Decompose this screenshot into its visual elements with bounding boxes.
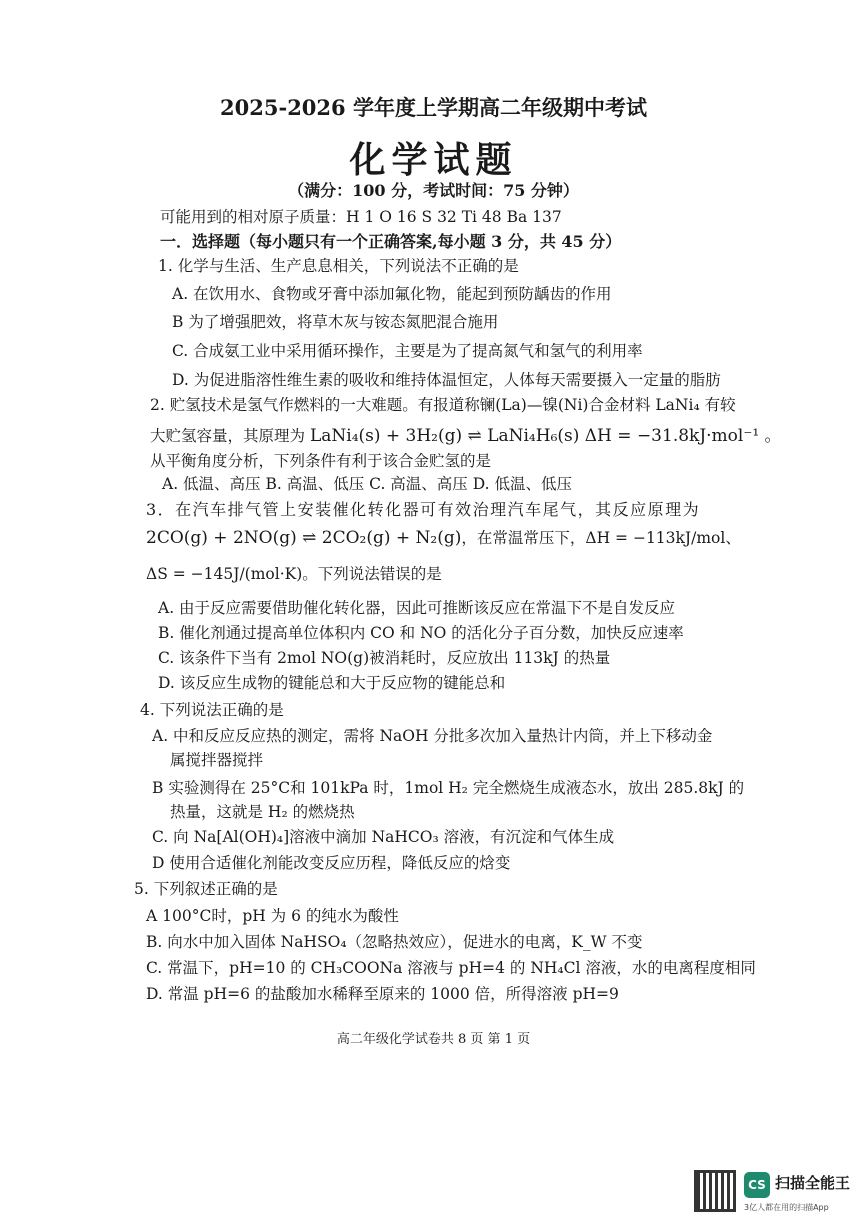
qr-code-icon: [694, 1170, 736, 1212]
q1-option-b: B 为了增强肥效，将草木灰与铵态氮肥混合施用: [172, 313, 499, 331]
q5-stem: 5. 下列叙述正确的是: [134, 880, 278, 898]
q5-option-b: B. 向水中加入固体 NaHSO₄（忽略热效应），促进水的电离，K_W 不变: [146, 933, 643, 951]
scanner-slogan: 3亿人都在用的扫描App: [744, 1203, 829, 1212]
q3-conditions: ，在常温常压下，ΔH = −113kJ/mol、: [461, 529, 741, 547]
q4-option-d: D 使用合适催化剂能改变反应历程，降低反应的焓变: [152, 854, 511, 872]
q5-option-a: A 100°C时，pH 为 6 的纯水为酸性: [146, 907, 399, 925]
q3-line3: ΔS = −145J/(mol·K)。下列说法错误的是: [146, 565, 442, 583]
q3-option-a: A. 由于反应需要借助催化转化器，因此可推断该反应在常温下不是自发反应: [158, 599, 676, 617]
section-heading: 一．选择题（每小题只有一个正确答案,每小题 3 分，共 45 分）: [160, 232, 622, 251]
q1-stem: 1. 化学与生活、生产息息相关，下列说法不正确的是: [158, 257, 519, 275]
q3-line2: [146, 526, 741, 548]
q5-option-d: D. 常温 pH=6 的盐酸加水稀释至原来的 1000 倍，所得溶液 pH=9: [146, 985, 619, 1003]
q1-option-d: D. 为促进脂溶性维生素的吸收和维持体温恒定，人体每天需要摄入一定量的脂肪: [172, 371, 721, 389]
q2-line2-text: 大贮氢容量，其原理为: [150, 427, 306, 445]
exam-header: 2025-2026 学年度上学期高二年级期中考试: [220, 95, 647, 120]
page-footer: 高二年级化学试卷共 8 页 第 1 页: [336, 1032, 531, 1047]
q4-option-a-line2: 属搅拌器搅拌: [170, 751, 264, 769]
paper-title: 化学试题: [349, 139, 518, 181]
q3-option-c: C. 该条件下当有 2mol NO(g)被消耗时，反应放出 113kJ 的热量: [158, 649, 611, 667]
q1-option-a: A. 在饮用水、食物或牙膏中添加氟化物，能起到预防龋齿的作用: [172, 285, 612, 303]
q2-line1: 2. 贮氢技术是氢气作燃料的一大难题。有报道称镧(La)—镍(Ni)合金材料 LaNi₄ 有较: [150, 396, 736, 414]
scanner-app-name: 扫描全能王: [775, 1174, 851, 1192]
q2-equation: LaNi₄(s) + 3H₂(g) ⇌ LaNi₄H₆(s) ΔH = −31.8kJ·mol⁻¹ 。: [309, 426, 782, 446]
q4-stem: 4. 下列说法正确的是: [140, 701, 284, 719]
q4-option-b-line1: B 实验测得在 25°C和 101kPa 时，1mol H₂ 完全燃烧生成液态水，放出 285.8kJ 的: [152, 779, 745, 797]
camscanner-logo: CS: [744, 1172, 770, 1198]
q2-options: A. 低温、高压 B. 高温、低压 C. 高温、高压 D. 低温、低压: [162, 475, 572, 493]
atomic-mass-line: 可能用到的相对原子质量：H 1 O 16 S 32 Ti 48 Ba 137: [160, 208, 562, 226]
q4-option-b-line2: 热量，这就是 H₂ 的燃烧热: [170, 803, 355, 821]
q5-option-c: C. 常温下，pH=10 的 CH₃COONa 溶液与 pH=4 的 NH₄Cl 溶液，水的电离程度相同: [146, 959, 756, 977]
q4-option-a-line1: A. 中和反应反应热的测定，需将 NaOH 分批多次加入量热计内筒，并上下移动金: [152, 727, 713, 745]
q4-option-c: C. 向 Na[Al(OH)₄]溶液中滴加 NaHCO₃ 溶液，有沉淀和气体生成: [152, 828, 615, 846]
q1-option-c: C. 合成氨工业中采用循环操作，主要是为了提高氮气和氢气的利用率: [172, 342, 643, 360]
q3-option-b: B. 催化剂通过提高单位体积内 CO 和 NO 的活化分子百分数，加快反应速率: [158, 624, 684, 642]
q3-line1: 3．在汽车排气管上安装催化转化器可有效治理汽车尾气，其反应原理为: [146, 500, 701, 519]
q2-line2: [150, 421, 782, 446]
exam-info: （满分：100 分，考试时间：75 分钟）: [288, 181, 579, 200]
q3-option-d: D. 该反应生成物的键能总和大于反应物的键能总和: [158, 674, 506, 692]
q3-equation: 2CO(g) + 2NO(g) ⇌ 2CO₂(g) + N₂(g): [146, 528, 462, 548]
q2-line3: 从平衡角度分析，下列条件有利于该合金贮氢的是: [150, 452, 492, 470]
